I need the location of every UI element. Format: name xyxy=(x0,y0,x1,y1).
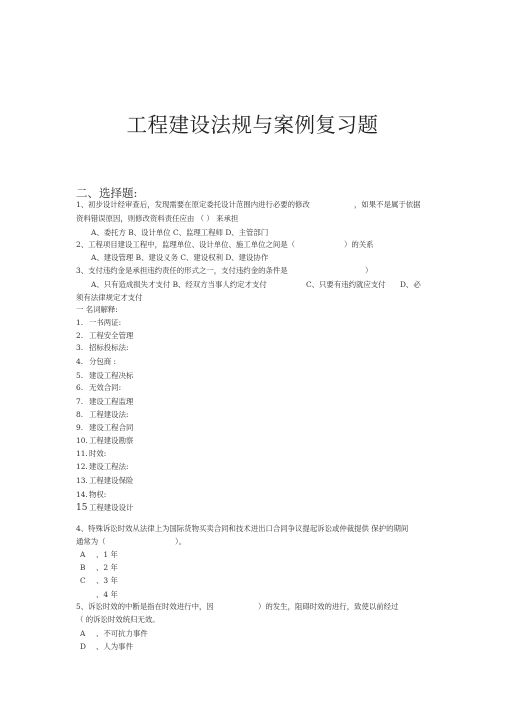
term-number: 1. xyxy=(76,318,84,327)
term-text: 时效: xyxy=(89,449,107,458)
term-text: 工程建设法: xyxy=(89,410,129,419)
q2-line1: 2、工程项目建设工程中，监理单位、设计单位、施工单位之间是（ xyxy=(76,240,296,249)
term-text: 建设工程决标 xyxy=(89,371,134,380)
term-number: 4. xyxy=(76,357,84,366)
terms-heading: 一 名词解释: xyxy=(76,305,118,314)
term-text: 工程安全管理 xyxy=(89,331,134,340)
term-number: 6. xyxy=(76,383,84,392)
q4-option xyxy=(80,550,118,559)
q2-line1-right: ）的关系 xyxy=(344,240,374,249)
option-text: 、人为事件 xyxy=(96,642,133,651)
option-text: 、1 年 xyxy=(96,550,118,559)
term-text: 无效合同: xyxy=(89,383,122,392)
term-item xyxy=(76,462,128,471)
option-text: 、2 年 xyxy=(96,563,118,572)
option-letter: B xyxy=(80,563,86,572)
q3-option-c: C、只要有违约就应支付 xyxy=(306,280,386,289)
term-item xyxy=(76,357,116,366)
term-item xyxy=(76,503,133,513)
q3-line3: 须有法律规定才支付 xyxy=(76,293,143,302)
term-item xyxy=(76,343,128,352)
q3-line1-right: ） xyxy=(365,266,373,275)
term-number: 10. xyxy=(76,436,88,445)
term-number: 3. xyxy=(76,343,84,352)
q4-option xyxy=(80,563,118,572)
term-number: 13. xyxy=(76,476,88,485)
q1-line2: 资料错误原因，则修改资料责任应由 （ ） 来承担 xyxy=(76,214,239,223)
term-item xyxy=(76,423,133,432)
term-text: 招标投标法: xyxy=(89,343,129,352)
option-letter: C xyxy=(80,576,86,585)
term-text: 工程建设勘察 xyxy=(89,436,134,445)
term-item xyxy=(76,476,133,485)
term-text: 工程建设保险 xyxy=(89,476,134,485)
term-item xyxy=(76,490,106,499)
option-letter: D xyxy=(80,642,86,651)
term-item xyxy=(76,449,106,458)
q4-line1: 4、特殊诉讼时效从法律上为国际货物买卖合同和技术进出口合同争议提起诉讼或仲裁提供 保护的期间 xyxy=(76,524,409,533)
q1-line1: 1、初步设计经审查后，发现需要在原定委托设计范围内进行必要的修改 xyxy=(76,200,310,209)
term-text: 建设工程监理 xyxy=(89,397,134,406)
q5-line1-right: ）的发生，阻碍时效的进行，致使以前经过 xyxy=(258,602,399,611)
option-text: 、4 年 xyxy=(96,590,118,599)
q4-line2-right: ）。 xyxy=(175,537,187,546)
q4-line2: 通常为（ xyxy=(76,537,106,546)
term-item xyxy=(76,331,133,340)
q5-option xyxy=(80,642,133,651)
term-number: 2. xyxy=(76,331,84,340)
q3-line1: 3、支付违约金是承担违约责任的形式之一，支付违约金的条件是 xyxy=(76,266,288,275)
q1-options: A、委托方 B、设计单位 C、监理工程师 D、主管部门 xyxy=(91,228,269,237)
term-number: 7. xyxy=(76,397,84,406)
q3-option-d: D、必 xyxy=(400,280,421,289)
term-item xyxy=(76,397,133,406)
term-item xyxy=(76,383,121,392)
term-text: 工程建设设计 xyxy=(89,503,134,512)
q4-option xyxy=(80,590,118,599)
option-letter: A xyxy=(80,550,86,559)
term-number: 12. xyxy=(76,462,88,471)
term-item xyxy=(76,436,133,445)
term-number: 8. xyxy=(76,410,84,419)
term-item xyxy=(76,410,128,419)
term-number: 5. xyxy=(76,371,84,380)
q5-line2: （ 的诉讼时效统归无效。 xyxy=(76,615,160,624)
q4-option xyxy=(80,576,118,585)
option-letter: A xyxy=(80,629,86,638)
q3-options-ab: A、只有造成损失才支付 B、经双方当事人约定才支付 xyxy=(91,280,267,289)
section-heading-choice: 二、选择题: xyxy=(76,186,138,200)
term-number: 9. xyxy=(76,423,84,432)
term-text: 一书两证: xyxy=(89,318,122,327)
q5-line1: 5、诉讼时效的中断是指在时效进行中，因 xyxy=(76,602,214,611)
term-text: 建设工程合同 xyxy=(89,423,134,432)
option-text: 、3 年 xyxy=(96,576,118,585)
q5-option xyxy=(80,629,148,638)
term-item xyxy=(76,371,133,380)
term-item xyxy=(76,318,121,327)
term-number: 11. xyxy=(76,449,88,458)
term-text: 物权: xyxy=(89,490,107,499)
document-title: 工程建设法规与案例复习题 xyxy=(126,113,379,137)
q1-line1-right: ，如果不是属于依据 xyxy=(354,200,421,209)
term-number: 15 xyxy=(76,503,88,513)
term-text: 分包商 : xyxy=(89,357,117,366)
term-text: 建设工程法: xyxy=(89,462,129,471)
q2-options: A、建设管理 B、建设义务 C、建设权利 D、建设协作 xyxy=(91,253,269,262)
term-number: 14. xyxy=(76,490,88,499)
option-text: 、不可抗力事件 xyxy=(96,629,148,638)
